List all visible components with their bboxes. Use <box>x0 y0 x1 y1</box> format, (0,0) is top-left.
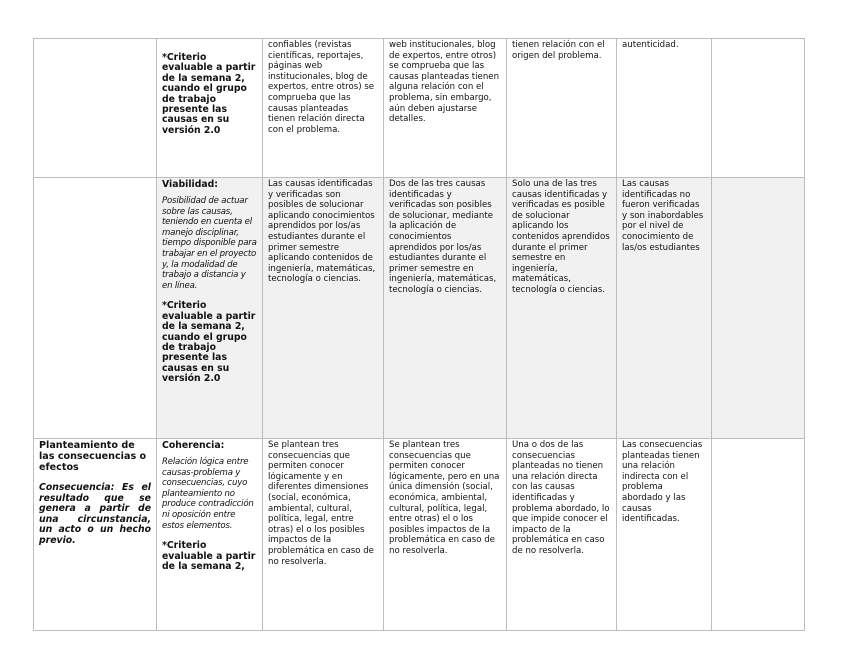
table-row <box>34 439 805 631</box>
level-text: Una o dos de las consecuencias planteadas no tienen una relación directa con las causas identificadas y problema abordado, lo que impide conocer el impacto de la problemática en caso de no resolverla. <box>512 440 610 556</box>
level-cell <box>507 39 617 178</box>
level-text: Se plantean tres consecuencias que permiten conocer lógicamente y en diferentes dimensiones (social, económica, ambiental, cultural, política, legal, entre otras) el o los posibles impactos de la problemática en caso de no resolverla. <box>268 440 374 567</box>
level-cell <box>263 178 384 439</box>
section-cell <box>34 39 157 178</box>
criterion-note: *Criterio evaluable a partir de la semana 2, <box>162 540 256 572</box>
criterion-cell <box>157 439 263 631</box>
score-cell <box>712 178 805 439</box>
criterion-header: Viabilidad: <box>162 179 219 190</box>
level-cell <box>263 439 384 631</box>
criterion-description: Relación lógica entre causas-problema y consecuencias, cuyo planteamiento no produce contradicción ni oposición entre estos elementos. <box>162 457 254 531</box>
section-cell <box>34 178 157 439</box>
criterion-cell <box>157 39 263 178</box>
level-text: Las causas identificadas no fueron verificadas y son inabordables por el nivel de conocimiento de las/os estudiantes <box>622 179 704 253</box>
section-cell <box>34 439 157 631</box>
section-definition: Consecuencia: Es el resultado que se genera a partir de una circunstancia, un acto o un hecho previo. <box>39 482 151 546</box>
criterion-header: Coherencia: <box>162 440 225 451</box>
level-text: confiables (revistas científicas, reportajes, páginas web institucionales, blog de expertos, entre otros) se comprueba que las causas planteadas tienen relación directa con el problema. <box>268 40 375 135</box>
score-cell <box>712 439 805 631</box>
criterion-note: *Criterio evaluable a partir de la semana 2, cuando el grupo de trabajo presente las causas en su versión 2.0 <box>162 52 256 136</box>
level-cell <box>384 178 507 439</box>
section-title: Planteamiento de las consecuencias o efectos <box>39 440 147 473</box>
criterion-note: *Criterio evaluable a partir de la semana 2, cuando el grupo de trabajo presente las causas en su versión 2.0 <box>162 300 256 385</box>
level-text: tienen relación con el origen del problema. <box>512 40 605 61</box>
level-cell <box>507 178 617 439</box>
criterion-cell <box>157 178 263 439</box>
level-cell <box>384 39 507 178</box>
level-text: Las causas identificadas y verificadas son posibles de solucionar aplicando conocimientos aprendidos por los/as estudiantes durante el primer semestre aplicando contenidos de ingeniería, matemáticas, tecnología o ciencias. <box>268 179 376 285</box>
level-cell <box>263 39 384 178</box>
table-row <box>34 178 805 439</box>
criterion-description: Posibilidad de actuar sobre las causas, teniendo en cuenta el manejo disciplinar, tiempo disponible para trabajar en el proyecto y, la modalidad de trabajo a distancia y en línea. <box>162 196 257 291</box>
level-text: Las consecuencias planteadas tienen una relación indirecta con el problema abordado y las causas identificadas. <box>622 440 703 525</box>
level-cell <box>617 178 712 439</box>
table-row <box>34 39 805 178</box>
level-text: autenticidad. <box>622 40 679 50</box>
level-cell <box>507 439 617 631</box>
rubric-table <box>33 38 805 631</box>
level-text: Se plantean tres consecuencias que permiten conocer lógicamente, pero en una única dimensión (social, económica, ambiental, cultural, política, legal, entre otras) el o los posibles impactos de la problemática en caso de no resolverla. <box>389 440 500 556</box>
level-text: web institucionales, blog de expertos, entre otros) se comprueba que las causas planteadas tienen alguna relación con el problema, sin embargo, aún deben ajustarse detalles. <box>389 40 500 125</box>
level-cell <box>617 439 712 631</box>
level-text: Dos de las tres causas identificadas y verificadas son posibles de solucionar, mediante la aplicación de conocimientos aprendidos por los/as estudiantes durante el primer semestre en ingeniería, matemáticas, tecnología o ciencias. <box>389 179 497 295</box>
score-cell <box>712 39 805 178</box>
level-cell <box>384 439 507 631</box>
level-cell <box>617 39 712 178</box>
level-text: Solo una de las tres causas identificadas y verificadas es posible de solucionar aplicando los contenidos aprendidos durante el primer semestre en ingeniería, matemáticas, tecnología o ciencias. <box>512 179 610 295</box>
